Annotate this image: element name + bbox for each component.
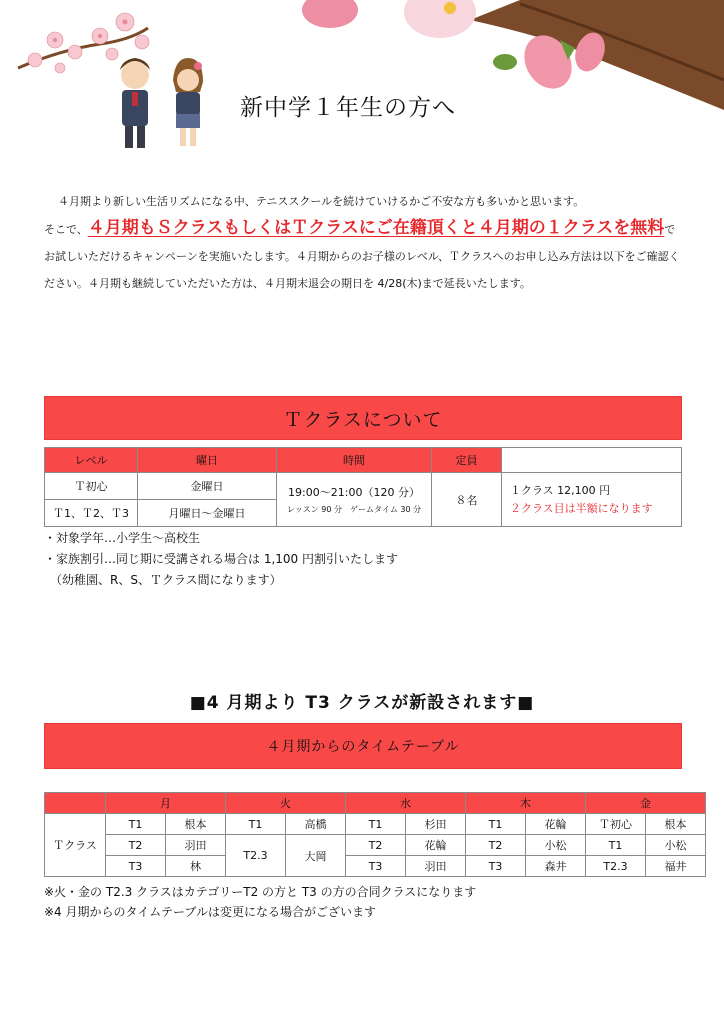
tclass-banner: Ｔクラスについて — [44, 396, 682, 440]
header-price — [502, 448, 682, 473]
mon-class: T1 — [106, 814, 166, 835]
wed-coach: 羽田 — [406, 856, 466, 877]
tue-coach: 大岡 — [286, 835, 346, 877]
tue-class: T1 — [226, 814, 286, 835]
level-cell: Ｔ1、Ｔ2、Ｔ3 — [45, 500, 138, 527]
note-joint-class: ※火・金の T2.3 クラスはカテゴリーT2 の方と T3 の方の合同クラスになります — [44, 885, 477, 899]
mon-class: T3 — [106, 856, 166, 877]
note-discount-scope: （幼稚園、R、S、Ｔクラス間になります） — [50, 573, 282, 587]
header-fri: 金 — [586, 793, 706, 814]
price-main: １クラス 12,100 円 — [510, 483, 611, 497]
tclass-table — [44, 447, 682, 527]
fri-class: Ｔ初心 — [586, 814, 646, 835]
note-target-grade: ・対象学年…小学生～高校生 — [44, 531, 201, 545]
students-illustration-icon — [120, 58, 203, 148]
fri-class: T1 — [586, 835, 646, 856]
fri-coach: 福井 — [646, 856, 706, 877]
wed-coach: 花輪 — [406, 835, 466, 856]
tue-class: T2.3 — [226, 835, 286, 877]
timetable-header-row — [45, 793, 706, 814]
table-row — [45, 473, 682, 500]
campaign-highlight: ４月期もＳクラスもしくはＴクラスにご在籍頂くと４月期の１クラスを無料 — [87, 218, 665, 238]
day-cell: 金曜日 — [138, 473, 277, 500]
mon-coach: 根本 — [166, 814, 226, 835]
header-wed: 水 — [346, 793, 466, 814]
mon-class: T2 — [106, 835, 166, 856]
wed-coach: 杉田 — [406, 814, 466, 835]
table-row — [45, 835, 706, 856]
tclass-header-row — [45, 448, 682, 473]
intro-suffix: でお試しいただけるキャンペーンを実施いたします。４月期からのお子様のレベル、Ｔクラスへのお申し込み方法は以下をご確認ください。４月期も継続していただいた方は、４月期末退会の期日を 4/28(木)まで延長いたします。 — [44, 223, 680, 290]
thu-coach: 小松 — [526, 835, 586, 856]
time-cell — [277, 473, 432, 527]
table-row — [45, 814, 706, 835]
wed-class: T2 — [346, 835, 406, 856]
page-title: 新中学１年生の方へ — [240, 95, 456, 122]
price-note: ２クラス目は半額になります — [510, 501, 653, 515]
t3-heading: ■4 月期より T3 クラスが新設されます■ — [189, 693, 535, 713]
timetable-notes — [44, 882, 476, 922]
price-cell — [502, 473, 682, 527]
fri-coach: 根本 — [646, 814, 706, 835]
wed-class: T3 — [346, 856, 406, 877]
header-day: 曜日 — [138, 448, 277, 473]
thu-class: T1 — [466, 814, 526, 835]
row-label: Ｔクラス — [45, 814, 106, 877]
intro-prefix: そこで、 — [44, 223, 88, 236]
note-family-discount: ・家族割引…同じ期に受講される場合は 1,100 円割引いたします — [44, 552, 398, 566]
capacity-cell: ８名 — [432, 473, 502, 527]
intro-paragraph — [44, 215, 684, 297]
time-main: 19:00～21:00（120 分） — [288, 486, 420, 499]
wed-class: T1 — [346, 814, 406, 835]
header-blank — [45, 793, 106, 814]
fri-coach: 小松 — [646, 835, 706, 856]
thu-coach: 花輪 — [526, 814, 586, 835]
header-tue: 火 — [226, 793, 346, 814]
table-row — [45, 856, 706, 877]
header-thu: 木 — [466, 793, 586, 814]
fri-class: T2.3 — [586, 856, 646, 877]
intro-text — [44, 188, 684, 297]
timetable-banner: ４月期からのタイムテーブル — [44, 723, 682, 769]
thu-class: T2 — [466, 835, 526, 856]
header-level: レベル — [45, 448, 138, 473]
day-cell: 月曜日～金曜日 — [138, 500, 277, 527]
level-cell: Ｔ初心 — [45, 473, 138, 500]
header-time: 時間 — [277, 448, 432, 473]
tclass-notes — [44, 528, 398, 591]
tue-coach: 高橋 — [286, 814, 346, 835]
cherry-blossom-decoration-icon — [0, 0, 724, 170]
time-sub: レッスン 90 分 ゲームタイム 30 分 — [286, 505, 422, 514]
header-capacity: 定員 — [432, 448, 502, 473]
note-schedule-change: ※4 月期からのタイムテーブルは変更になる場合がございます — [44, 905, 376, 919]
timetable-table — [44, 792, 706, 877]
mon-coach: 林 — [166, 856, 226, 877]
thu-coach: 森井 — [526, 856, 586, 877]
mon-coach: 羽田 — [166, 835, 226, 856]
intro-line-1: ４月期より新しい生活リズムになる中、テニススクールを続けていけるかご不安な方も多いかと思います。 — [58, 195, 585, 208]
thu-class: T3 — [466, 856, 526, 877]
header-mon: 月 — [106, 793, 226, 814]
